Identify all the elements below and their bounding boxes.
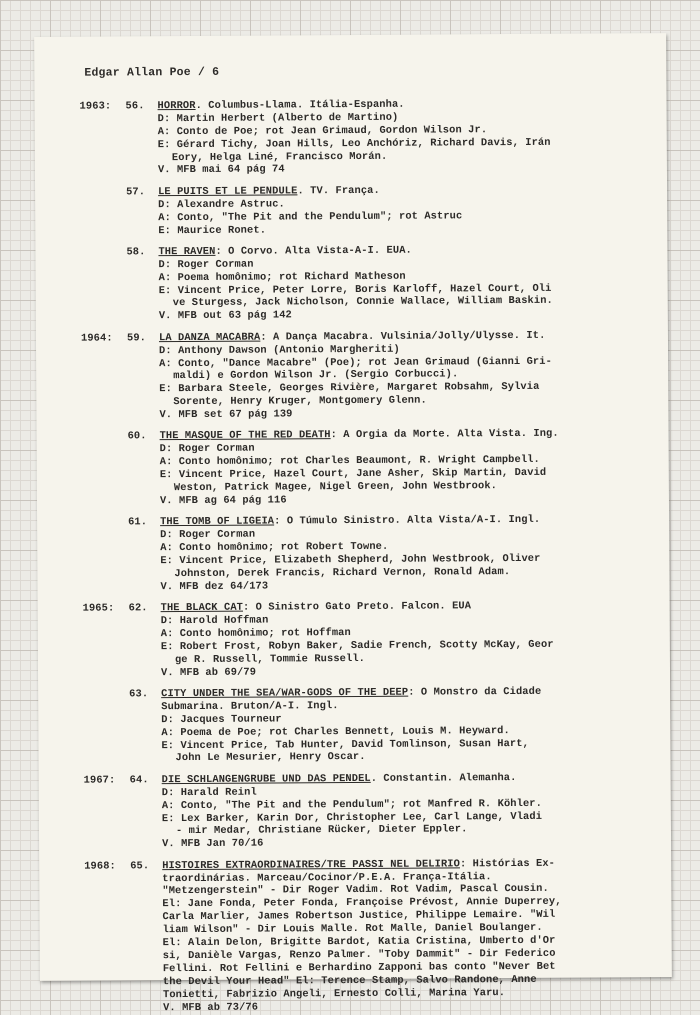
entry-line: E: Barbara Steele, Georges Rivière, Margaret Robsahm, Sylvia bbox=[159, 381, 540, 396]
entry-title: THE MASQUE OF THE RED DEATH bbox=[159, 429, 331, 443]
entry-line: A: Conto, "Dance Macabre" (Poe); rot Jean Grimaud (Gianni Gri- bbox=[159, 355, 552, 370]
entry-line: E: Gérard Tichy, Joan Hills, Leo Anchóriz, Richard Davis, Irán bbox=[157, 136, 551, 151]
entry-line: D: Anthony Dawson (Antonio Margheriti) bbox=[159, 343, 400, 357]
film-entry bbox=[82, 428, 672, 509]
entry-line: A: Poema de Poe; rot Charles Bennett, Louis M. Heyward. bbox=[161, 724, 510, 739]
entry-line: D: Roger Corman bbox=[160, 528, 256, 542]
entry-line: El: Jane Fonda, Peter Fonda, Françoise Prévost, Annie Duperrey, bbox=[162, 896, 562, 911]
entry-title-rest: : O Corvo. Alta Vista-A-I. EUA. bbox=[215, 244, 412, 258]
entry-line: ve Sturgess, Jack Nicholson, Connie Wallace, William Baskin. bbox=[172, 295, 553, 310]
entry-line: maldi) e Gordon Wilson Jr. (Sergio Corbucci). bbox=[173, 368, 459, 383]
entry-line: liam Wilson" - Dir Louis Malle. Rot Malle, Daniel Boulanger. bbox=[162, 922, 543, 937]
entry-title-rest: : O Túmulo Sinistro. Alta Vista/A-I. Ingl. bbox=[274, 514, 541, 528]
entry-line: E: Vincent Price, Hazel Court, Jane Asher, Skip Martin, David bbox=[159, 466, 547, 482]
entry-line: D: Harald Reinl bbox=[161, 786, 257, 799]
entry-line: Eory, Helga Liné, Francisco Morán. bbox=[171, 150, 388, 164]
entry-line: A: Conto homônimo; rot Charles Beaumont, R. Wright Campbell. bbox=[159, 454, 540, 469]
entry-line: E: Robert Frost, Robyn Baker, Sadie French, Scotty McKay, Geor bbox=[160, 638, 554, 654]
entry-line: V. MFB Jan 70/16 bbox=[162, 837, 264, 851]
entry-line: Carla Marlier, James Robertson Justice, Philippe Lemaire. "Wil bbox=[162, 909, 556, 924]
entry-number: 58. bbox=[126, 246, 146, 259]
entry-line: D: Roger Corman bbox=[159, 442, 255, 456]
film-entry bbox=[83, 599, 673, 680]
entry-year: 1964: bbox=[80, 332, 113, 345]
entry-number: 65. bbox=[130, 859, 150, 873]
entry-line: traordinárias. Marceau/Cocinor/P.E.A. França-Itália. bbox=[162, 870, 492, 885]
entry-line: John Le Mesurier, Henry Oscar. bbox=[175, 751, 366, 765]
entry-number: 62. bbox=[128, 602, 148, 615]
entry-line: A: Conto, "The Pit and the Pendulum"; rot Manfred R. Köhler. bbox=[161, 797, 542, 812]
entry-line: Fellini. Rot Fellini e Berhardino Zapponi bas conto "Never Bet bbox=[162, 960, 556, 975]
entry-line: E: Vincent Price, Elizabeth Shepherd, John Westbrook, Oliver bbox=[160, 552, 541, 568]
entry-line: V. MFB ab 69/79 bbox=[160, 666, 257, 679]
entry-year: 1967: bbox=[83, 774, 116, 787]
entry-line: D: Alexandre Astruc. bbox=[158, 198, 285, 211]
entry-line: A: Conto, "The Pit and the Pendulum"; rot Astruc bbox=[158, 209, 463, 224]
entry-title-rest: : O Monstro da Cidade bbox=[408, 685, 542, 699]
film-entry bbox=[80, 97, 670, 178]
film-entry bbox=[80, 243, 670, 324]
entry-title: LA DANZA MACABRA bbox=[158, 331, 261, 344]
entry-year: 1965: bbox=[82, 602, 115, 615]
entry-title: THE TOMB OF LIGEIA bbox=[160, 515, 275, 529]
entry-title: THE RAVEN bbox=[158, 245, 216, 259]
entry-line: V. MFB ab 73/76 bbox=[163, 1001, 259, 1014]
entry-title: CITY UNDER THE SEA/WAR-GODS OF THE DEEP bbox=[161, 686, 409, 701]
entry-line: V. MFB mai 64 pág 74 bbox=[157, 163, 285, 177]
entry-number: 57. bbox=[126, 186, 146, 199]
entry-line: Sorente, Henry Kruger, Montgomery Glenn. bbox=[173, 394, 427, 409]
entry-line: D: Jacques Tourneur bbox=[161, 713, 282, 726]
typewritten-page bbox=[34, 33, 672, 1014]
entry-line: Tonietti, Fabrizio Angeli, Ernesto Colli, Marina Yaru. bbox=[162, 986, 506, 1001]
entry-title-rest: . Columbus-Llama. Itália-Espanha. bbox=[195, 98, 405, 112]
film-entry bbox=[83, 685, 673, 766]
entry-number: 61. bbox=[128, 516, 148, 529]
film-entry bbox=[82, 513, 672, 594]
entry-title-rest: : A Orgia da Morte. Alta Vista. Ing. bbox=[330, 428, 559, 442]
entry-line: E: Lex Barker, Karin Dor, Christopher Lee, Carl Lange, Vladi bbox=[161, 810, 543, 825]
entry-title-rest: . Constantin. Alemanha. bbox=[370, 771, 517, 785]
entry-title-rest: : Histórias Ex- bbox=[459, 857, 556, 871]
entry-number: 59. bbox=[126, 332, 147, 345]
entry-year: 1963: bbox=[79, 100, 112, 113]
entry-line: E: Maurice Ronet. bbox=[158, 224, 267, 237]
entry-line: A: Conto de Poe; rot Jean Grimaud, Gordon Wilson Jr. bbox=[157, 123, 488, 138]
filmography-list bbox=[80, 97, 676, 1015]
entry-line: D: Martin Herbert (Alberto de Martino) bbox=[157, 111, 399, 126]
page-header: Edgar Allan Poe / 6 bbox=[84, 65, 220, 80]
film-entry bbox=[80, 183, 670, 238]
entry-line: si, Danièle Vargas, Renzo Palmer. "Toby Dammit" - Dir Federico bbox=[162, 947, 556, 963]
entry-number: 56. bbox=[125, 100, 145, 113]
entry-line: ge R. Russell, Tommie Russell. bbox=[174, 652, 366, 666]
entry-title-rest: . TV. França. bbox=[297, 184, 380, 198]
entry-line: V. MFB out 63 pág 142 bbox=[158, 309, 292, 323]
entry-line: D: Harold Hoffman bbox=[160, 614, 269, 628]
entry-line: E: Vincent Price, Peter Lorre, Boris Karloff, Hazel Court, Oli bbox=[158, 282, 552, 297]
entry-title: DIE SCHLANGENGRUBE UND DAS PENDEL bbox=[161, 772, 371, 787]
entry-number: 64. bbox=[129, 774, 149, 787]
entry-line: Weston, Patrick Magee, Nigel Green, John Westbrook. bbox=[173, 480, 498, 495]
entry-line: El: Alain Delon, Brigitte Bardot, Katia Cristina, Umberto d'Or bbox=[162, 934, 556, 950]
entry-line: V. MFB set 67 pág 139 bbox=[159, 408, 293, 422]
entry-line: V. MFB ag 64 pág 116 bbox=[159, 494, 287, 508]
entry-title: HISTOIRES EXTRAORDINAIRES/TRE PASSI NEL DELIRIO bbox=[162, 858, 460, 872]
entry-title: HORROR bbox=[157, 99, 196, 113]
entry-line: the Devil Your Head" El: Terence Stamp, Salvo Randone, Anne bbox=[162, 973, 537, 988]
entry-title-rest: : A Dança Macabra. Vulsinia/Jolly/Ulysse. It. bbox=[260, 329, 546, 344]
entry-line: A: Poema homônimo; rot Richard Matheson bbox=[158, 270, 406, 284]
film-entry bbox=[84, 771, 674, 852]
entry-line: Johnston, Derek Francis, Richard Vernon, Ronald Adam. bbox=[174, 565, 511, 580]
entry-line: D: Roger Corman bbox=[158, 258, 254, 271]
entry-line: "Metzengerstein" - Dir Roger Vadim. Rot Vadim, Pascal Cousin. bbox=[162, 883, 549, 898]
entry-line: A: Conto homônimo; rot Robert Towne. bbox=[160, 540, 389, 555]
entry-line: E: Vincent Price, Tab Hunter, David Tomlinson, Susan Hart, bbox=[161, 737, 529, 752]
entry-title: THE BLACK CAT bbox=[160, 601, 244, 615]
entry-number: 60. bbox=[127, 430, 147, 443]
entry-line: - mir Medar, Christiane Rücker, Dieter Eppler. bbox=[175, 823, 468, 838]
entry-line: A: Conto homônimo; rot Hoffman bbox=[160, 626, 351, 641]
film-entry bbox=[84, 857, 675, 1015]
entry-line: Submarina. Bruton/A-I. Ingl. bbox=[161, 699, 339, 714]
film-entry bbox=[81, 329, 672, 423]
entry-title-rest: : O Sinistro Gato Preto. Falcon. EUA bbox=[242, 600, 472, 614]
entry-year: 1968: bbox=[84, 860, 116, 873]
entry-number: 63. bbox=[129, 688, 149, 701]
entry-title: LE PUITS ET LE PENDULE bbox=[158, 185, 298, 199]
entry-line: V. MFB dez 64/173 bbox=[160, 580, 269, 593]
